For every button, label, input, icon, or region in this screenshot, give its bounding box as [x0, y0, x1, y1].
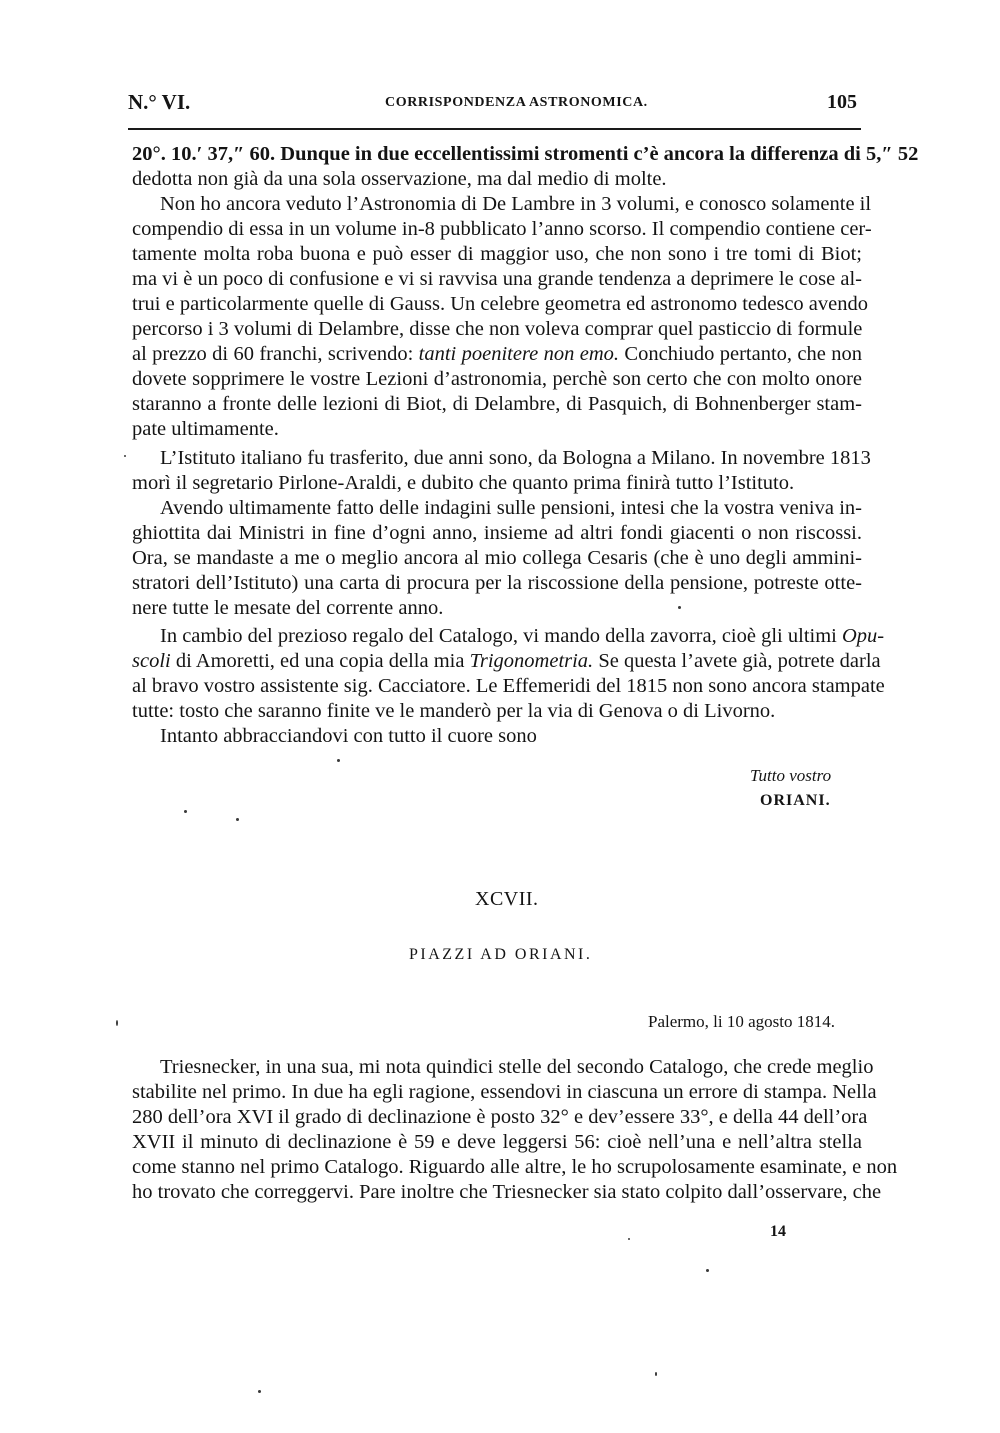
- text-line: staranno a fronte delle lezioni di Biot, di Delambre, di Pasquich, di Bohnenberger stam-: [132, 393, 862, 415]
- text-line: stabilite nel primo. In due ha egli ragione, essendovi in ciascuna un errore di stampa. Nella: [132, 1081, 877, 1103]
- header-rule: [128, 128, 861, 130]
- text-line: tutte: tosto che saranno finite ve le manderò per la via di Genova o di Livorno.: [132, 700, 776, 722]
- scan-speck: [236, 818, 239, 821]
- text-line: Intanto abbracciandovi con tutto il cuore sono: [160, 725, 537, 747]
- letter-number: XCVII.: [475, 888, 539, 910]
- closing-formula: Tutto vostro: [750, 766, 832, 785]
- text-line: morì il segretario Pirlone-Araldi, e dubito che quanto prima finirà tutto l’Istituto.: [132, 472, 795, 494]
- text-line: pate ultimamente.: [132, 418, 279, 440]
- text-line: nere tutte le mesate del corrente anno.: [132, 597, 444, 619]
- scan-speck: [116, 1020, 118, 1026]
- italic-phrase: Opu-: [841, 625, 885, 647]
- text-line: tamente molta roba buona e può esser di maggior uso, che non sono i tre tomi di Biot;: [132, 243, 862, 265]
- text-line: ma vi è un poco di confusione e vi si ravvisa una grande tendenza a deprimere le cose al-: [132, 268, 862, 290]
- text-run: al prezzo di 60 franchi, scrivendo:: [132, 343, 419, 365]
- text-line: Triesnecker, in una sua, mi nota quindici stelle del secondo Catalogo, che crede meglio: [160, 1056, 874, 1078]
- section-number: N.° VI.: [128, 90, 191, 114]
- text-run: In cambio del prezioso regalo del Catalogo, vi mando della zavorra, cioè gli ultimi: [160, 625, 842, 647]
- italic-phrase: scoli: [132, 650, 171, 672]
- text-run: di Amoretti, ed una copia della mia: [170, 650, 470, 672]
- scan-speck: [124, 455, 126, 457]
- text-line-with-italic: [160, 624, 885, 649]
- text-run: Conchiudo pertanto, che non: [619, 343, 862, 365]
- text-line: 20°. 10.′ 37,″ 60. Dunque in due eccellentissimi stromenti c’è ancora la differenza di 5,″ 52: [132, 143, 919, 165]
- text-line: 280 dell’ora XVI il grado di declinazione è posto 32° e dev’essere 33°, e della 44 dell’ora: [132, 1106, 868, 1128]
- running-title: CORRISPONDENZA ASTRONOMICA.: [385, 95, 648, 110]
- signature-name: ORIANI.: [760, 792, 831, 809]
- letter-place-date: Palermo, li 10 agosto 1814.: [648, 1012, 835, 1031]
- text-line: dovete sopprimere le vostre Lezioni d’astronomia, perchè son certo che con molto onore: [132, 368, 862, 390]
- scan-speck: [706, 1269, 709, 1272]
- text-line: percorso i 3 volumi di Delambre, disse che non voleva comprar quel pasticcio di formule: [132, 318, 863, 340]
- signature-mark: 14: [770, 1223, 786, 1240]
- scan-speck: [678, 606, 681, 609]
- italic-phrase: Trigonometria.: [469, 650, 594, 672]
- text-line: stratori dell’Istituto) una carta di procura per la riscossione della pensione, potreste otte-: [132, 572, 862, 594]
- text-line-with-italic: [132, 649, 881, 674]
- scan-speck: [337, 759, 340, 762]
- text-line: compendio di essa in un volume in-8 pubblicato l’anno scorso. Il compendio contiene cer-: [132, 218, 872, 240]
- text-line: come stanno nel primo Catalogo. Riguardo alle altre, le ho scrupolosamente esaminate, e non: [132, 1156, 898, 1178]
- scan-speck: [184, 810, 187, 813]
- text-run: Se questa l’avete già, potrete darla: [593, 650, 881, 672]
- text-line: Ora, se mandaste a me o meglio ancora al mio collega Cesaris (che è uno degli ammini-: [132, 547, 862, 569]
- text-line: ghiottita dai Ministri in fine d’ogni anno, insieme ad altri fondi giacenti o non riscossi.: [132, 522, 862, 544]
- scan-speck: [258, 1390, 261, 1393]
- scan-speck: [628, 1238, 630, 1240]
- scan-speck: [655, 1372, 657, 1376]
- text-line: ho trovato che correggervi. Pare inoltre che Triesnecker sia stato colpito dall’osservare, che: [132, 1181, 882, 1203]
- text-line: L’Istituto italiano fu trasferito, due anni sono, da Bologna a Milano. In novembre 1813: [160, 447, 871, 469]
- text-line: al bravo vostro assistente sig. Cacciatore. Le Effemeridi del 1815 non sono ancora stampate: [132, 675, 885, 697]
- text-line-with-italic: [132, 342, 862, 367]
- text-line: dedotta non già da una sola osservazione, ma dal medio di molte.: [132, 168, 667, 190]
- page-number: 105: [827, 91, 857, 113]
- text-line: Non ho ancora veduto l’Astronomia di De Lambre in 3 volumi, e conosco solamente il: [160, 193, 872, 215]
- letter-title: PIAZZI AD ORIANI.: [409, 946, 593, 963]
- italic-phrase: tanti poenitere non emo.: [418, 343, 620, 365]
- text-line: Avendo ultimamente fatto delle indagini sulle pensioni, intesi che la vostra veniva in-: [160, 497, 862, 519]
- text-line: trui e particolarmente quelle di Gauss. Un celebre geometra ed astronomo tedesco avendo: [132, 293, 869, 315]
- text-line: XVII il minuto di declinazione è 59 e deve leggersi 56: cioè nell’una e nell’altra stella: [132, 1131, 862, 1153]
